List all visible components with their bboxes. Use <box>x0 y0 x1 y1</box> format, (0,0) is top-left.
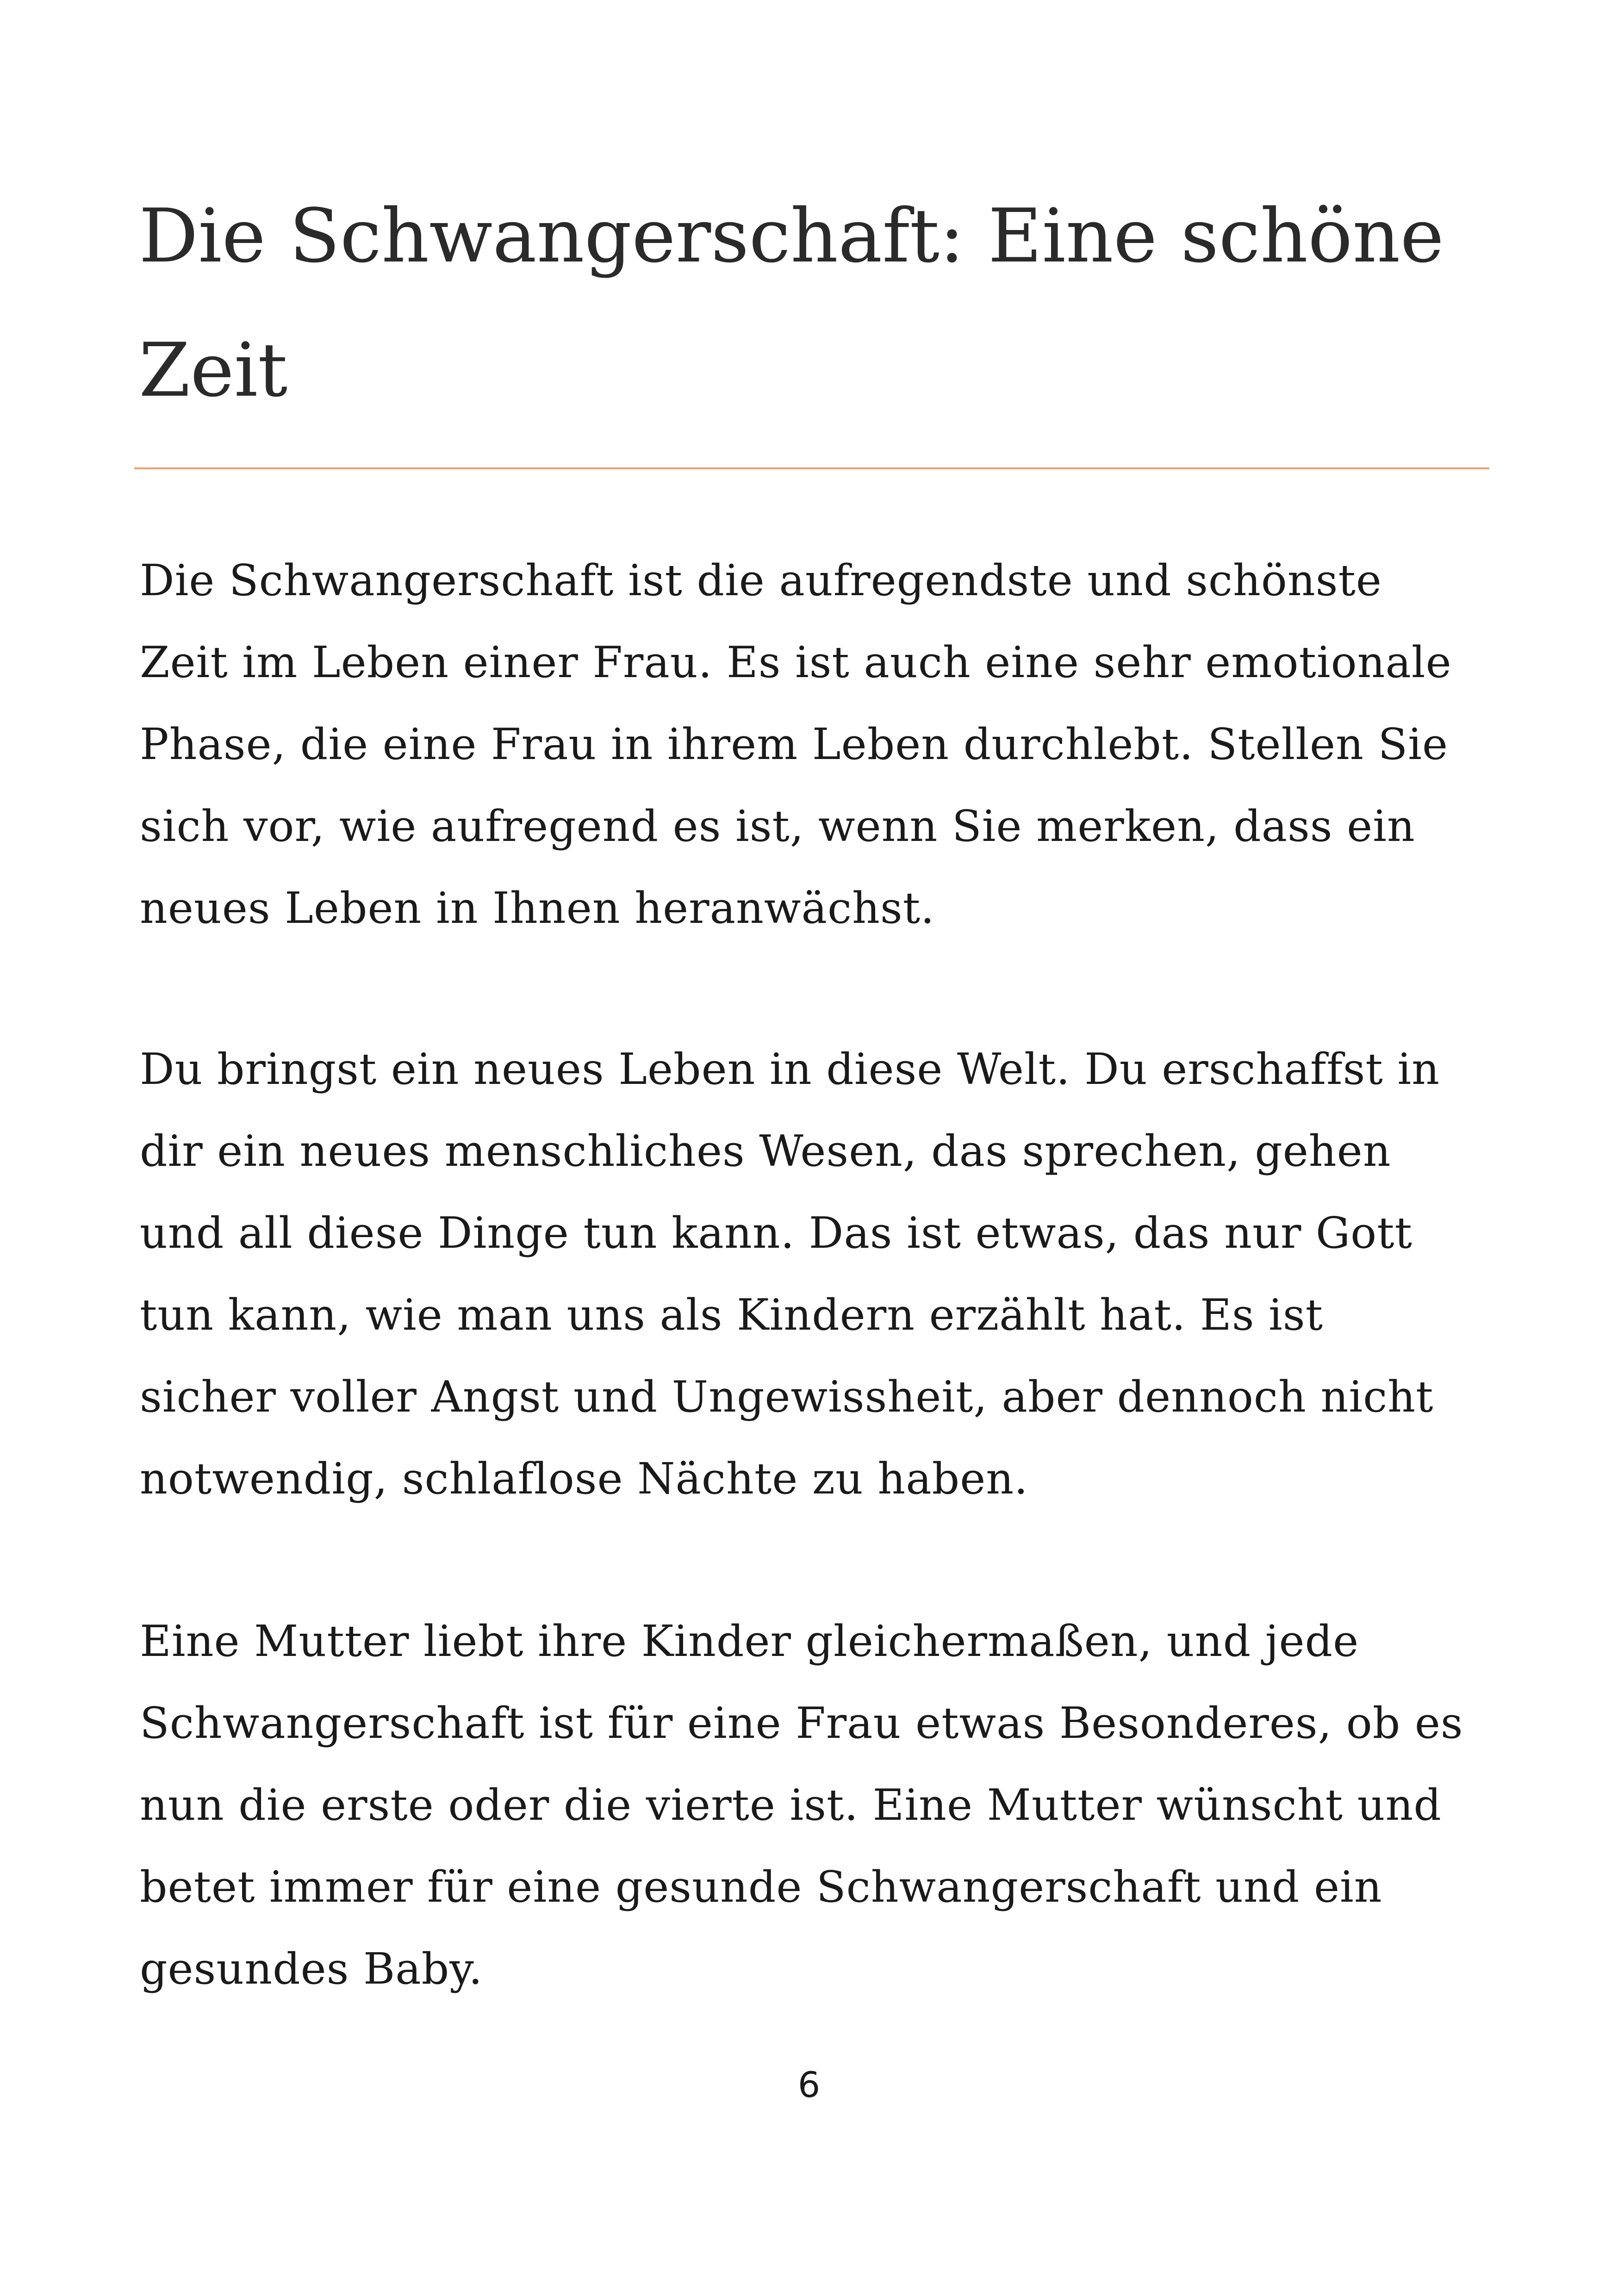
title-line: Zeit <box>139 327 288 413</box>
text-line: sicher voller Angst und Ungewissheit, aber dennoch nicht <box>140 1372 1434 1422</box>
text-line: dir ein neues menschliches Wesen, das sprechen, gehen <box>140 1126 1391 1176</box>
title-divider <box>134 467 1489 469</box>
title-line: Die Schwangerschaft: Eine schöne <box>139 193 1444 279</box>
page-title <box>139 169 1509 437</box>
text-line: und all diese Dinge tun kann. Das ist etwas, das nur Gott <box>140 1208 1413 1258</box>
text-line: neues Leben in Ihnen heranwächst. <box>140 883 935 933</box>
text-line: Zeit im Leben einer Frau. Es ist auch eine sehr emotionale <box>140 637 1452 687</box>
text-line: tun kann, wie man uns als Kindern erzählt hat. Es ist <box>140 1290 1324 1340</box>
text-line: sich vor, wie aufregend es ist, wenn Sie merken, dass ein <box>140 801 1415 851</box>
text-line: nun die erste oder die vierte ist. Eine Mutter wünscht und <box>140 1780 1442 1830</box>
paragraph-1 <box>140 540 1510 949</box>
text-line: Die Schwangerschaft ist die aufregendste und schönste <box>140 555 1382 605</box>
paragraph-3 <box>140 1600 1510 2010</box>
text-line: Eine Mutter liebt ihre Kinder gleichermaßen, und jede <box>140 1616 1359 1666</box>
text-line: gesundes Baby. <box>140 1944 483 1994</box>
text-line: Schwangerschaft ist für eine Frau etwas Besonderes, ob es <box>140 1698 1463 1748</box>
paragraph-2 <box>140 1028 1510 1520</box>
text-line: betet immer für eine gesunde Schwangerschaft und ein <box>140 1862 1382 1912</box>
text-line: Du bringst ein neues Leben in diese Welt. Du erschaffst in <box>140 1044 1440 1094</box>
text-line: notwendig, schlaflose Nächte zu haben. <box>140 1454 1028 1504</box>
text-line: Phase, die eine Frau in ihrem Leben durchlebt. Stellen Sie <box>140 719 1449 769</box>
page-number: 6 <box>797 2064 821 2105</box>
